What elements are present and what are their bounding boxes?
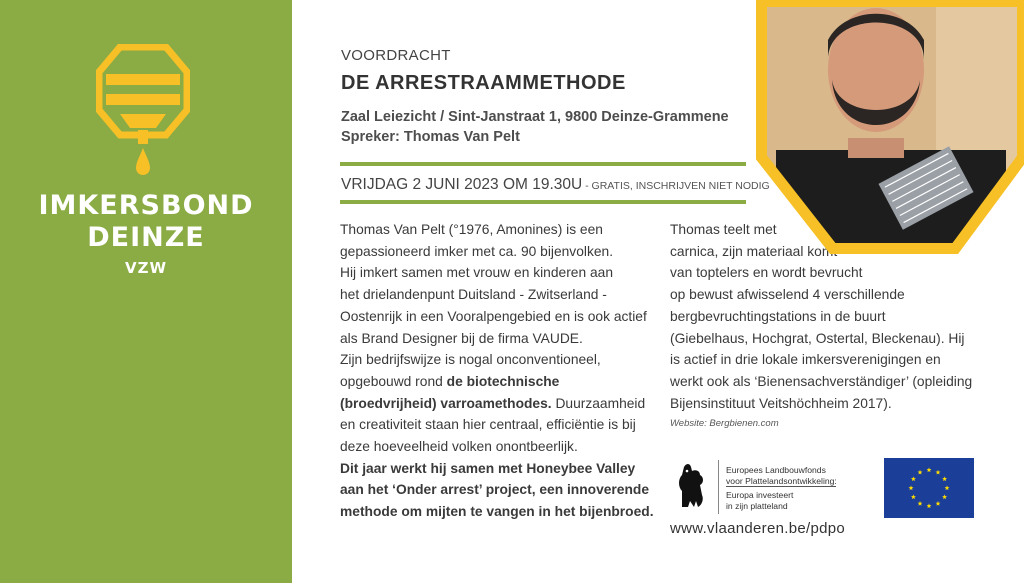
text-fragment-bold: (broedvrijheid) varroamethodes. [340,395,552,411]
event-date [341,176,770,194]
sidebar-panel [0,0,292,583]
fund-line: voor Plattelandsontwikkeling: [726,475,837,486]
eu-flag-icon [884,458,974,518]
text-fragment-bold: de biotechnische [446,373,560,389]
text-line: het drielandenpunt Duitsland - Zwitserland - [340,287,607,303]
text-line: carnica, zijn materiaal komt [670,243,838,259]
event-date-note: - GRATIS, INSCHRIJVEN NIET NODIG [582,180,770,192]
text-line-bold: Dit jaar werkt hij samen met Honeybee Valley [340,460,636,476]
org-legal-form: VZW [124,259,168,277]
bio-column-1 [340,219,670,523]
org-name-line2: DEINZE [87,222,205,253]
event-title: DE ARRESTRAAMMETHODE [341,72,626,94]
text-line: (Giebelhaus, Hochgrat, Ostertal, Bleckenau). Hij [670,330,965,346]
eaflp-text [726,465,837,511]
text-line: Thomas Van Pelt (°1976, Amonines) is een [340,222,603,237]
text-line: bergbevruchtingstations in de buurt [670,308,886,324]
text-line: Oostenrijk in een Vooralpengebied en is ook actief [340,308,647,324]
text-line [340,393,670,415]
text-line: is actief in drie lokale imkersverenigingen en [670,352,941,368]
pdpo-url[interactable]: www.vlaanderen.be/pdpo [670,520,846,537]
text-line [340,371,670,393]
event-kicker: VOORDRACHT [341,47,451,64]
text-line: gepassioneerd imker met ca. 90 bijenvolken. [340,243,614,259]
divider-top [340,162,746,166]
text-line: en creativiteit staan hier centraal, efficiëntie is bij [340,417,636,433]
text-line: Hij imkert samen met vrouw en kinderen aan [340,265,613,281]
event-date-main: VRIJDAG 2 JUNI 2023 OM 19.30U [341,176,583,193]
text-line-bold: aan het ‘Onder arrest’ project, een innoverende [340,482,649,498]
text-fragment: opgebouwd rond [340,373,447,389]
text-line: Zijn bedrijfswijze is nogal onconventioneel, [340,352,601,368]
fund-line: Europa investeert [726,490,794,500]
speaker-photo [736,0,1024,262]
text-line: van toptelers en wordt bevrucht [670,265,863,281]
text-line-bold: methode om mijten te vangen in het bijenbroed. [340,504,654,520]
event-location: Zaal Leiezicht / Sint-Janstraat 1, 9800 Deinze-Grammene [341,109,729,125]
text-line: werkt ook als ‘Bienensachverständiger’ (opleiding [670,373,973,389]
flemish-lion-icon [674,461,708,511]
text-line: Bijensinstituut Veitshöchheim 2017). [670,395,892,411]
text-line: deze hoeveelheid volken onontbeerlijk. [340,439,578,455]
text-line: op bewust afwisselend 4 verschillende [670,287,905,303]
org-name-line1: IMKERSBOND [38,190,254,221]
text-fragment: Duurzaamheid [551,395,646,411]
fund-separator [726,486,836,487]
text-line: als Brand Designer bij de firma VAUDE. [340,330,583,346]
event-speaker: Spreker: Thomas Van Pelt [341,129,520,145]
logo-separator [718,460,719,514]
text-line: Thomas teelt met [670,222,777,237]
speaker-website[interactable]: Website: Bergbienen.com [670,418,779,429]
event-details [341,107,729,147]
fund-line: in zijn platteland [726,500,788,511]
divider-bottom [340,200,746,204]
honeycomb-drop-icon [96,44,190,180]
fund-line: Europees Landbouwfonds [726,465,826,475]
